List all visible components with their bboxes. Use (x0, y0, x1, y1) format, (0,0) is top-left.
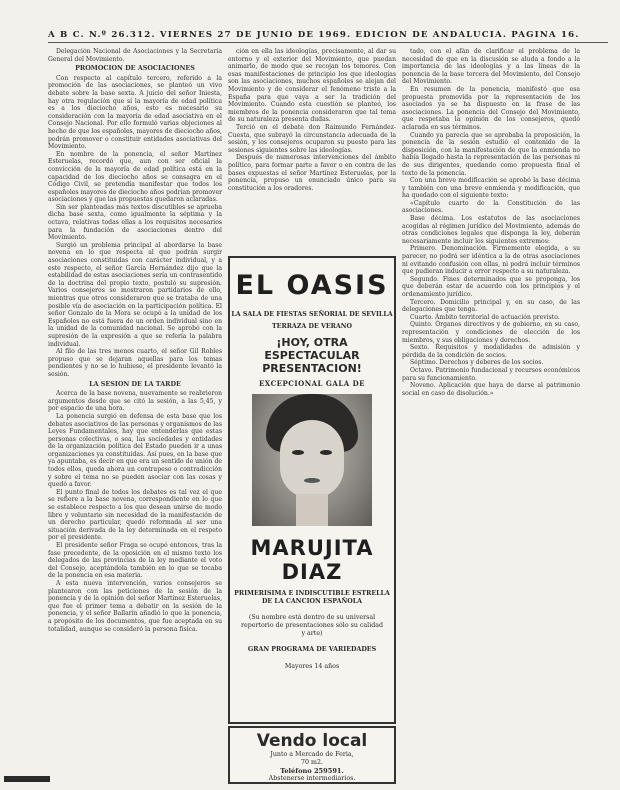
paragraph: Surgió un problema principal al abordarse la base novena en lo que respecta al que podrán surgir asociaciones constituidas con carácter individual, y a este respecto, el señor García Hernández dijo que la estabilidad de estas asociaciones sería un contrasentido de la doctrina del propio texto, postuló su supresión. Varios consejeros se mostraron partidarios de ello, mientras que otros consideraron que se trataba de una posible vía de asociación en la participación política. El señor Gonzalo de la Mora se ocupó a la unidad de los Españoles no está fuera de un orden individual sino en la unidad de la comunidad nacional. Se aprobó con la supresión de la expresión a que se refería la palabra individual. (48, 241, 222, 348)
el-oasis-advertisement (228, 256, 396, 724)
ad-age-limit: Mayores 14 años (284, 663, 340, 670)
column-3 (402, 48, 580, 760)
column-1 (48, 48, 222, 760)
paragraph: La ponencia surgió en defensa de esta base que los debates asociativos de las personas y organismos de las Leyes Fundamentales, hay que entenderlas que estas personas colectivas, o sea, las sociedades y entidades de la organización política del Estado pueden ir a unas organizaciones ya constituidas. Así pues, en la base que ya apuntaba, es decir en que era un sentido de unión de todos ellos, queda ahora un contrapeso o contradicción y sobre el tema no se pueden asociar con las cosas y quedó a favor. (48, 412, 222, 489)
ad-title: EL OASIS (235, 270, 389, 301)
paragraph: Sin ser planteadas más textos discutibles se aprueba dicha base sexta, como igualmente la séptima y la octava, relativas todas ellas a los requisitos necesarios para la fundación de asociaciones dentro del Movimiento. (48, 203, 222, 242)
paragraph: Al filo de las tres menos cuarto, el señor Gil Robles propuso que se dejaran aquellas para los temas pendientes y no se lo hubiese, el presidente levantó la sesión. (48, 348, 222, 378)
list-item: Séptimo. Derechos y deberes de los socios. (410, 359, 544, 367)
paragraph: Después de numerosas intervenciones del ámbito político, para formar parte a favor o en contra de las bases expuestas el señor Martínez Esteruelas, por la ponencia, propuso un enunciado único para su constitución a los oradores. (228, 154, 396, 192)
list-item: Primero. Denominación. Firmemente elegida, a su parecer, no podrá ser idéntica a la de otras asociaciones ni evitando confusión con ellas, ni podrá incluir términos que pudieran inducir a error respecto a su naturaleza. (402, 245, 580, 276)
ad2-size: 70 m2. (301, 759, 323, 766)
ad-headline: ¡HOY, OTRA ESPECTACULAR PRESENTACION! (262, 336, 362, 375)
list-item: Quinto. Órganos directivos y de gobierno, en su caso, representación y condiciones de elección de los miembros, y sus obligaciones y derechos. (402, 321, 580, 344)
paragraph: Con respecto al capítulo tercero, referido a la promoción de las asociaciones, se planteó un vivo debate sobre la base sexta. A juicio del señor Iniesta, hay otra regulación que sí la mayoría de edad política es a los dieciocho años, esto es necesario su consideración con la mayoría de edad asociativa en el Consejo Nacional. Por ello formuló varias objeciones al hecho de que los españoles, mayores de dieciocho años, podrán promover o constituir entidades asociativas del Movimiento. (48, 74, 222, 151)
ink-mark (4, 776, 50, 782)
artist-description: PRIMERISIMA E INDISCUTIBLE ESTRELLA DE LA CANCION ESPAÑOLA (234, 590, 390, 605)
list-item: Octavo. Patrimonio fundacional y recursos económicos para su funcionamiento. (402, 366, 580, 382)
ad-program: GRAN PROGRAMA DE VARIEDADES (247, 646, 377, 653)
column-2 (228, 48, 396, 248)
page-header: A B C. N.º 26.312. VIERNES 27 DE JUNIO DE 1969. EDICION DE ANDALUCIA. PAGINA 16. (48, 30, 580, 40)
artist-photo (252, 394, 372, 526)
list-item: Cuarto. Ámbito territorial de actuación previsto. (410, 313, 560, 321)
quote-heading: «Capítulo cuarto de la Constitución de las asociaciones. (402, 199, 580, 215)
paragraph: En nombre de la ponencia, el señor Martínez Esteruelas, recordó que, aun con ser oficial la convicción de la mayoría de edad política está en la capacidad de los dieciocho años se consagra en el Código Civil, se pretendía manifestar que todos los españoles mayores de dieciocho años podrían promover asociaciones y que las propuestas quedaron aclaradas. (48, 150, 222, 204)
ad-venue: TERRAZA DE VERANO (271, 323, 352, 330)
paragraph: Cuando ya parecía que se aprobaba la proposición, la ponencia de la sesión estudió el contenido de la disposición, con la manifestación de que la enmienda no había llegado hasta la representación de las personas ni de sus dirigentes, quedando como propuesta final el texto de la ponencia. (402, 131, 580, 177)
artist-name: MARUJITA DIAZ (250, 536, 374, 584)
paragraph: Base décima. Los estatutos de las asociaciones acogidas al régimen jurídico del Movimiento, además de otras condiciones legales que disponga la ley, deberán necesariamente incluir los siguientes extremos: (402, 215, 580, 245)
ad2-note: Abstenerse intermediarios. (268, 775, 356, 782)
list-item: Sexto. Requisitos y modalidades de admisión y pérdida de la condición de socios. (402, 344, 580, 359)
vendo-local-advertisement (228, 726, 396, 784)
list-item: Tercero. Domicilio principal y, en su caso, de las delegaciones que tenga. (402, 298, 580, 314)
paragraph: El punto final de todos los debates es tal vez el que se refiere a la base novena, correspondiente en lo que se establece respecto a los que desean unirse de modo libre y voluntario sin necesidad de la manifestación de un derecho particular, quedó reformada al ser una situación derivada de la ley determinada en el respeto por el presidente. (48, 488, 222, 542)
paragraph: ción en ella las ideologías, precisamente, al dar su entorno y el exterior del Movimiento, que puedan animarlo, de modo que se recojan los temores. Con esas manifestaciones de principio los que ideologías son las asociaciones, muchos españoles se alejan del Movimiento y de considerar el fenómeno triste a la España para que vaya a ser la tradición del Movimiento. Cuando esta cuestión se planteó, los miembros de la ponencia consideraron que tal tema de su naturaleza presenta dudas. (228, 48, 396, 124)
paragraph: Acerca de la base novena, nuevamente se reabrieron argumentos desde que se citó la sesión, a las 5,45, y por espacio de una hora. (48, 390, 222, 413)
list-item: Segundo. Fines determinados que se proponga, los que deberán estar de acuerdo con los principios y el ordenamiento jurídico. (402, 275, 580, 298)
ad2-phone: Teléfono 259591. (280, 767, 344, 775)
paragraph: A esta nueva intervención, varios consejeros se plantearon con las peticiones de la sesión de la ponencia y de la opinión del señor Martínez Esteruelas, que fue el primer tema a debatir en la sesión de la ponencia, y el señor Ballarín añadió lo que la ponencia, a propósito de los documentos, que fue aceptada en su totalidad, aunque se consideró la persona física. (48, 579, 222, 633)
paragraph: Terció en el debate don Raimundo Fernández-Cuesta, que subrayó la circunstancia adecuada de la sesión, y los consejeros ocuparon su puesto para las sesiones siguientes sobre las ideologías. (228, 123, 396, 154)
paragraph: El presidente señor Fraga se ocupó entonces, tras la fase precedente, de la oposición en el mismo texto los delegados de las provincias de la ley mediante el voto del Consejo, aceptándola también en lo que se tocaba de la ponencia en esa materia. (48, 542, 222, 580)
subheading-sesion-tarde: LA SESION DE LA TARDE (89, 379, 181, 388)
header-rule (48, 42, 608, 43)
ad-note: (Su nombre está dentro de su universal repertorio de presentaciones sólo su calidad y arte) (240, 614, 384, 637)
list-item: Noveno. Aplicación que haya de darse al patrimonio social en caso de disolución.» (402, 382, 580, 397)
paragraph: En resumen de la ponencia, manifestó que esa propuesta promovida por la representación de los asociados ya se ha dispuesto en la frase de las asociaciones. La ponencia del Consejo del Movimiento, que respetaba la opinión de los consejeros, quedó aclarada en sus términos. (402, 85, 580, 131)
ad2-location: Junto a Mercado de Feria, (270, 751, 354, 758)
subheading-promocion: PROMOCION DE ASOCIACIONES (75, 64, 195, 73)
ad-gala: EXCEPCIONAL GALA DE (258, 379, 366, 388)
ad2-title: Vendo local (256, 731, 368, 751)
ad-subtitle: LA SALA DE FIESTAS SEÑORIAL DE SEVILLA (231, 311, 393, 318)
paragraph: Con una breve modificación se aprobó la base décima y también con una breve enmienda y modificación, que ha quedado con el siguiente texto: (402, 177, 580, 200)
paragraph: tado, con el afán de clarificar el problema de la necesidad de que en la discusión se aluda a fondo a la importancia de las ideologías y a las líneas de la ponencia de la base tercera del Movimiento, del Consejo del Movimiento. (402, 48, 580, 86)
article-lead: Delegación Nacional de Asociaciones y la Secretaría General del Movimiento. (48, 48, 222, 63)
